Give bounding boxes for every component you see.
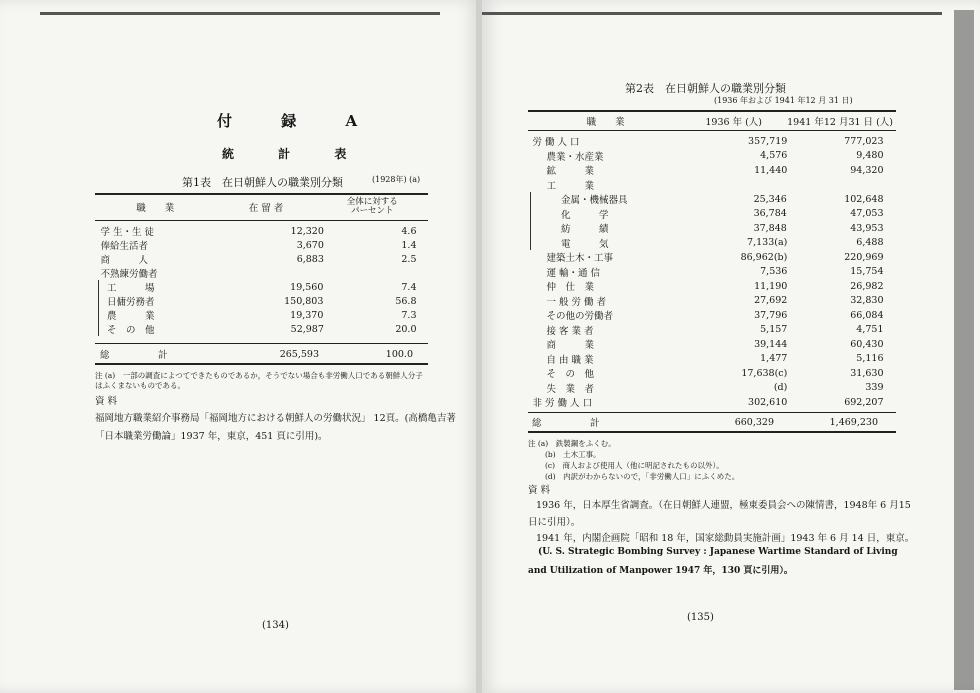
- scan-dark-edge: [954, 10, 974, 690]
- table1-row-pct: 20.0: [395, 323, 417, 335]
- left-page: [0, 0, 478, 693]
- table1-row-pct: 1.4: [401, 239, 417, 251]
- table2-row-1941: 6,488: [856, 237, 884, 249]
- table1-header-rule: [95, 220, 428, 221]
- table1-row: [99, 322, 423, 336]
- table1-row: [99, 294, 423, 308]
- table2-row-1936: (d): [773, 382, 788, 394]
- table2-source-line4: (U. S. Strategic Bombing Survey : Japanese Wartime Standard of Living: [538, 547, 898, 557]
- table2-row-1941: 692,207: [844, 396, 884, 408]
- table2-row-1936: 357,719: [748, 135, 788, 147]
- table2-row: [531, 395, 890, 410]
- table2-row-1936: 17,638(c): [741, 367, 788, 379]
- table2-row-label: そ の 他: [546, 369, 595, 381]
- table2-source-line5: and Utilization of Manpower 1947 年，130 頁に引用）。: [528, 566, 793, 576]
- table2-header: [528, 113, 896, 129]
- table2-row-1941: 94,320: [850, 164, 884, 176]
- table2-title: 第2表 在日朝鮮人の職業別分類: [625, 82, 786, 95]
- table1-header-percent: 全体に対する パーセント: [346, 197, 398, 216]
- table2-body: [531, 134, 890, 410]
- table1-source-heading: 資 料: [95, 396, 118, 407]
- table2-row: [531, 236, 890, 251]
- table1-header-residents: 在 留 者: [248, 203, 284, 214]
- table2-row-1941: 47,053: [850, 208, 884, 220]
- table1-source-line1: 福岡地方職業紹介事務局「福岡地方における朝鮮人の労働状況」 12頁。(高橋亀吉著: [95, 413, 456, 424]
- table1-row: [99, 252, 423, 266]
- table2-row: [531, 149, 890, 164]
- table2-row: [531, 250, 890, 265]
- table2-total-label: 総 計: [532, 418, 605, 429]
- table2-row-1936: 302,610: [748, 396, 788, 408]
- table2-row-label: 仲 仕 業: [546, 282, 595, 294]
- table2-row-label: 労 働 人 口: [532, 137, 580, 149]
- table1-total: [98, 347, 423, 361]
- table2-row-label: 建築土木・工事: [546, 253, 614, 265]
- table2-row-1936: [709, 178, 789, 193]
- table2-row-label: その他の労働者: [546, 311, 614, 323]
- table2-row-1936: 37,796: [754, 309, 788, 321]
- table2-row-1941: 220,969: [844, 251, 884, 263]
- table2-row-1936: 27,692: [754, 295, 788, 307]
- table1-row-count: 19,370: [290, 309, 324, 321]
- table1-row-pct: 4.6: [401, 225, 417, 237]
- table1-top-rule: [95, 193, 428, 195]
- table2-total: [530, 415, 890, 429]
- table1-total-count: 265,593: [279, 348, 319, 360]
- table1-bottom-rule: [95, 363, 428, 365]
- table2-row-1941: 9,480: [856, 150, 884, 162]
- table1-row: [99, 238, 423, 252]
- table2-row: [531, 221, 890, 236]
- table2-header-1941: 1941 年12 月31 日 (人): [787, 117, 893, 128]
- table2-source-line2: 日に引用）。: [528, 517, 581, 528]
- table2-row: [531, 337, 890, 352]
- table2-row: [531, 279, 890, 294]
- table2-row-1936: 11,190: [754, 280, 788, 292]
- table1-row-label: 学 生・生 徒: [100, 227, 155, 238]
- table1-title: 第1表 在日朝鮮人の職業別分類: [182, 176, 343, 189]
- table1-row-label: 商 人: [100, 255, 149, 266]
- table1-row: [99, 266, 423, 280]
- table1-row-pct: 7.3: [401, 309, 417, 321]
- table2-row: [531, 134, 890, 149]
- table1: [98, 224, 423, 336]
- table2-row-1941: 26,982: [850, 280, 884, 292]
- table1-body: [99, 224, 423, 336]
- scan-edge-line: [40, 12, 440, 15]
- table2-header-rule: [528, 130, 896, 131]
- table2-row-1936: 36,784: [753, 208, 787, 220]
- table2-row: [531, 323, 890, 338]
- table2-row: [531, 192, 890, 207]
- table2-row: [531, 207, 890, 222]
- table2-row-1941: [789, 178, 885, 193]
- table2-row-label: 運 輸・通 信: [546, 267, 601, 279]
- table2-row-1941: 102,648: [844, 193, 884, 205]
- table1-note: 注 (a) 一部の調査によつてできたものであるか，そうでない場合も非労働人口である朝鮮人分子はふくまないものである。: [95, 371, 423, 390]
- table1-row-count: 52,987: [290, 323, 324, 335]
- table2-row-label: 鉱 業: [546, 166, 595, 178]
- table1-source-line2: 「日本職業労働論」1937 年，東京，451 頁に引用)。: [95, 431, 328, 442]
- table2-row-label: 金属・機械器具: [531, 192, 710, 207]
- table2-row-1941: 5,116: [856, 353, 884, 365]
- table2-row-1941: 43,953: [850, 222, 884, 234]
- table1-total-label: 総 計: [100, 350, 173, 361]
- table1-row-count: 6,883: [296, 253, 324, 265]
- table2-row-1936: 4,576: [760, 150, 788, 162]
- table2-row: [531, 163, 890, 178]
- table2-total-1941: 1,469,230: [829, 416, 878, 428]
- table1-row-count: 12,320: [290, 225, 324, 237]
- table2-total-rule: [528, 412, 896, 413]
- table1-row-label: 俸給生活者: [100, 241, 149, 252]
- table2-row: [531, 178, 890, 193]
- table1-row: [99, 224, 423, 238]
- table2-bottom-rule: [528, 431, 896, 433]
- page-number-right: (135): [687, 612, 714, 623]
- right-page: [482, 0, 980, 693]
- table2-row: [531, 381, 890, 396]
- table1-header-occupation: 職 業: [136, 203, 175, 214]
- table1-row-pct: 56.8: [395, 295, 417, 307]
- table2-header-1936: 1936 年 (人): [705, 117, 763, 128]
- table1-total-pct: 100.0: [385, 348, 413, 360]
- table1-row-pct: [326, 266, 419, 280]
- table2-row-1936: 37,848: [753, 222, 787, 234]
- appendix-title: 付 録 A: [217, 112, 380, 130]
- table2-row-label: 商 業: [546, 340, 595, 352]
- table1-row-count: [228, 266, 326, 280]
- table2-row-label: 電 気: [531, 236, 710, 251]
- table2-row-1941: 15,754: [850, 266, 884, 278]
- table2-total-1936: 660,329: [734, 416, 774, 428]
- table1-row-count: 150,803: [284, 295, 324, 307]
- table1-row-label: 農 業: [99, 308, 228, 322]
- table1-row-count: 19,560: [290, 281, 324, 293]
- table1-row-label: そ の 他: [99, 322, 228, 336]
- table2-subtitle: (1936 年および 1941 年12 月 31 日): [714, 96, 853, 105]
- table2-row-1941: 777,023: [844, 135, 884, 147]
- table2-row-1941: 4,751: [856, 324, 884, 336]
- table1-header: [95, 196, 428, 218]
- table2-row-1941: 32,830: [850, 295, 884, 307]
- table2-row-label: 紡 績: [531, 221, 710, 236]
- table2-row: [531, 294, 890, 309]
- table2-row-1936: 7,536: [760, 266, 788, 278]
- table2-row-1941: 31,630: [850, 367, 884, 379]
- table2-note-c: (c) 商人および使用人（他に明記されたもの以外）。: [545, 461, 724, 470]
- table2-row-label: 非 労 働 人 口: [532, 398, 593, 410]
- table2-row-label: 一 般 労 働 者: [546, 296, 607, 308]
- page-number-left: (134): [262, 620, 289, 631]
- table1-row: [99, 308, 423, 322]
- table2-row-label: 化 学: [531, 207, 710, 222]
- table2-row-1936: 5,157: [760, 324, 788, 336]
- table1-row: [99, 280, 423, 294]
- table2-row-1936: 25,346: [753, 193, 787, 205]
- table1-row-count: 3,670: [296, 239, 324, 251]
- table1-year: (1928年) (a): [372, 175, 421, 184]
- table2-row-label: 農業・水産業: [546, 151, 604, 163]
- table1-row-pct: 7.4: [401, 281, 417, 293]
- table2-row: [531, 352, 890, 367]
- scan-edge-line: [482, 12, 942, 15]
- table1-row-label: 日傭労務者: [99, 294, 228, 308]
- table2-row-label: 失 業 者: [546, 383, 595, 395]
- table2-note-a: 注 (a) 鉄製鋼をふくむ。: [528, 439, 616, 448]
- table2-row-1941: 339: [865, 382, 884, 394]
- table2-source-line1: 1936 年，日本厚生省調査。（在日朝鮮人連盟，極東委員会への陳情書，1948年 6 月15: [536, 500, 911, 511]
- table2-row-1936: 11,440: [754, 164, 788, 176]
- table2-row-label: 自 由 職 業: [546, 354, 594, 366]
- table2-row-1936: 7,133(a): [747, 237, 788, 249]
- table1-row-pct: 2.5: [401, 253, 417, 265]
- table2-row-1936: 86,962(b): [740, 251, 788, 263]
- table2-row: [531, 366, 890, 381]
- statistics-subtitle: 統 計 表: [222, 147, 367, 161]
- table2: [530, 134, 890, 410]
- table1-row-label: 不熟練労働者: [100, 269, 158, 280]
- table1-total-rule: [95, 343, 428, 344]
- table2-row-1941: 66,084: [850, 309, 884, 321]
- table2-row-1941: 60,430: [850, 338, 884, 350]
- table2-header-occupation: 職 業: [586, 117, 625, 128]
- table2-row-label: 工 業: [546, 180, 595, 192]
- table2-row-1936: 1,477: [760, 353, 788, 365]
- table2-row-label: 接 客 業 者: [546, 325, 594, 337]
- table2-note-b: (b) 土木工事。: [545, 450, 601, 459]
- table2-top-rule: [528, 110, 896, 112]
- table2-source-heading: 資 料: [528, 485, 551, 496]
- table2-source-line3: 1941 年，内閣企画院「昭和 18 年，国家総動員実施計画」1943 年 6 月 14 日，東京。: [536, 533, 915, 544]
- table2-row: [531, 308, 890, 323]
- table2-row: [531, 265, 890, 280]
- table2-row-1936: 39,144: [754, 338, 788, 350]
- table2-note-d: (d) 内訳がわからないので，「非労働人口」にふくめた。: [545, 472, 740, 481]
- table1-row-label: 工 場: [99, 280, 228, 294]
